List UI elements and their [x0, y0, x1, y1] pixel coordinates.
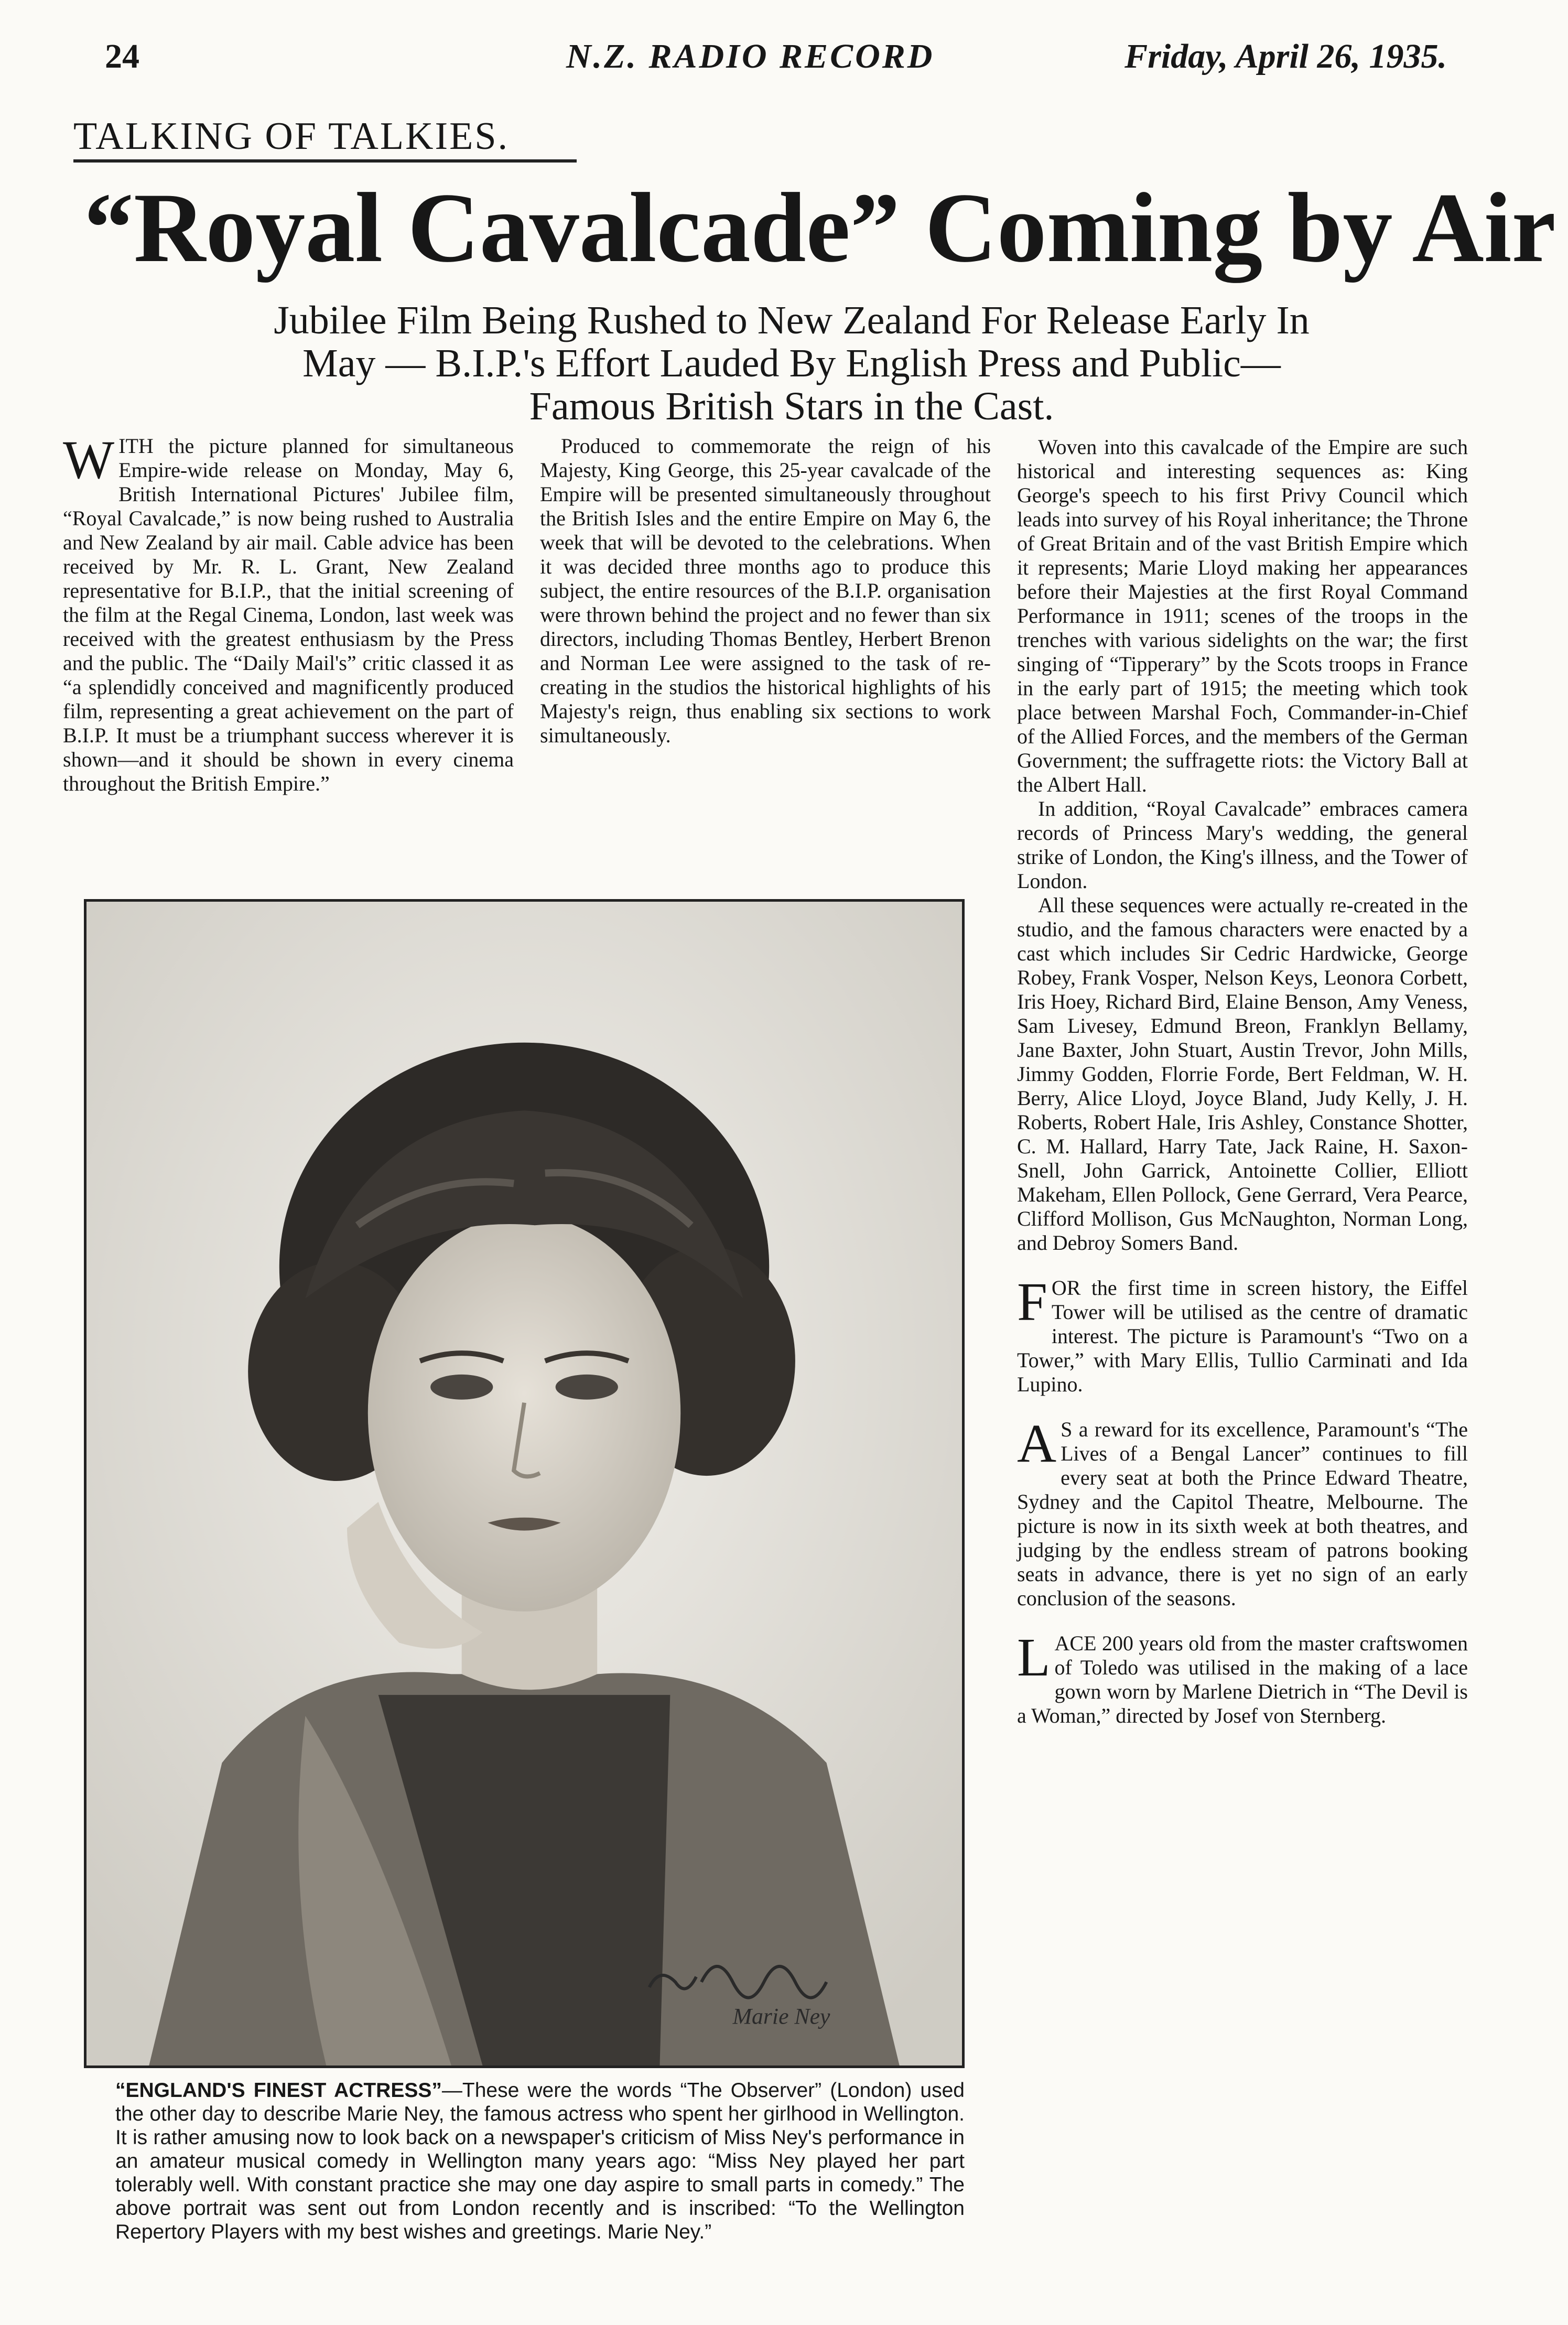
section-label: TALKING OF TALKIES. [73, 115, 577, 163]
subhead-line-2: May — B.I.P.'s Effort Lauded By English Press and Public— [302, 341, 1281, 385]
article-column-1 [63, 430, 514, 796]
article-paragraph-4: In addition, “Royal Cavalcade” embraces camera records of Princess Mary's wedding, the general strike of London, the King's illness, and the Tower of London. [1017, 797, 1468, 893]
item-dropcap: L [1017, 1627, 1051, 1688]
caption-lead: “ENGLAND'S FINEST ACTRESS” [115, 2079, 442, 2102]
article-dropcap: W [63, 430, 115, 490]
subheadline [126, 299, 1457, 428]
news-item-eiffel-tower [1017, 1272, 1468, 1397]
page-number: 24 [105, 37, 139, 75]
item-dropcap: F [1017, 1272, 1047, 1332]
item-text: OR the first time in screen history, the Eiffel Tower will be utilised as the centre of dramatic interest. The picture is Paramount's “Two on a Tower,” with Mary Ellis, Tullio Carminati and Ida Lupino. [1017, 1276, 1468, 1396]
article-paragraph-1 [63, 430, 514, 796]
article-paragraph-5: All these sequences were actually re-created in the studio, and the famous characters were enacted by a cast which includes Sir Cedric Hardwicke, George Robey, Frank Vosper, Nelson Keys, Leonora Corbett, Iris Hoey, Richard Bird, Elaine Benson, Amy Veness, Sam Livesey, Edmund Breon, Franklyn Bellamy, Jane Baxter, John Stuart, Austin Trevor, John Mills, Jimmy Godden, Florrie Forde, Bert Feldman, W. H. Berry, Alice Lloyd, Joyce Bland, Judy Kelly, J. H. Roberts, Robert Hale, Iris Ashley, Constance Shotter, C. M. Hallard, Harry Tate, Jack Raine, H. Saxon-Snell, John Garrick, Antoinette Collier, Elliott Makeham, Ellen Pollock, Gene Gerrard, Vera Pearce, Clifford Mollison, Gus McNaughton, Norman Long, and Debroy Somers Band. [1017, 893, 1468, 1255]
article-paragraph-3: Woven into this cavalcade of the Empire are such historical and interesting sequences as: King George's speech to his first Privy Council which leads into survey of his Royal inheritance; the Throne of Great Britain and of the vast British Empire which it represents; Marie Lloyd making her appearances before their Majesties at the first Royal Command Performance in 1911; scenes of the troops in the trenches with various sidelights on the war; the first singing of “Tipperary” by the Scots troops in France in the early part of 1915; the meeting which took place between Marshal Foch, Commander-in-Chief of the Allied Forces, and the members of the German Government; the suffragette riots: the Victory Ball at the Albert Hall. [1017, 435, 1468, 796]
news-item-lace-gown [1017, 1627, 1468, 1728]
article-column-3 [1017, 435, 1468, 1728]
portrait-illustration [86, 902, 962, 2066]
issue-date: Friday, April 26, 1935. [1124, 37, 1447, 75]
item-dropcap: A [1017, 1413, 1057, 1474]
photo-signature: Marie Ney [732, 2004, 830, 2029]
headline: “Royal Cavalcade” Coming by Air [84, 173, 1556, 283]
photo-caption [115, 2079, 965, 2244]
page-header [105, 37, 1447, 84]
article-column-2 [540, 434, 991, 748]
item-text: ACE 200 years old from the master craftswomen of Toledo was utilised in the making of a lace gown worn by Marlene Dietrich in “The Devil is a Woman,” directed by Josef von Sternberg. [1017, 1631, 1468, 1727]
article-paragraph-1-text: ITH the picture planned for simultaneous Empire-wide release on Monday, May 6, British International Pictures' Jubilee film, “Royal Cavalcade,” is now being rushed to Australia and New Zealand by air mail. Cable advice has been received by Mr. R. L. Grant, New Zealand representative for B.I.P., that the initial screening of the film at the Regal Cinema, London, last week was received with the greatest enthusiasm by the Press and the public. The “Daily Mail's” critic classed it as “a splendidly conceived and magnificently produced film, representing a great achievement on the part of B.I.P. It must be a triumphant success wherever it is shown—and it should be shown in every cinema throughout the British Empire.” [63, 434, 514, 795]
subhead-line-1: Jubilee Film Being Rushed to New Zealand For Release Early In [274, 298, 1310, 342]
caption-text: —These were the words “The Observer” (London) used the other day to describe Marie Ney, the famous actress who spent her girlhood in Wellington. It is rather amusing now to look back on a newspaper's criticism of Miss Ney's performance in an amateur musical comedy in Wellington many years ago: “Miss Ney played her part tolerably well. With constant practice she may one day aspire to small parts in comedy.” The above portrait was sent out from London recently and is inscribed: “To the Wellington Repertory Players with my best wishes and greetings. Marie Ney.” [115, 2079, 965, 2243]
news-item-bengal-lancer [1017, 1413, 1468, 1610]
article-paragraph-2: Produced to commemorate the reign of his Majesty, King George, this 25-year cavalcade of the Empire will be presented simultaneously throughout the British Isles and the entire Empire on May 6, the week that will be devoted to the celebrations. When it was decided three months ago to produce this subject, the entire resources of the B.I.P. organisation were thrown behind the project and no fewer than six directors, including Thomas Bentley, Herbert Brenon and Norman Lee were assigned to the task of re-creating in the studios the historical highlights of his Majesty's reign, thus enabling six sections to work simultaneously. [540, 434, 991, 747]
subhead-line-3: Famous British Stars in the Cast. [529, 384, 1054, 428]
publication-name: N.Z. RADIO RECORD [566, 37, 935, 75]
portrait-photo [84, 899, 965, 2068]
item-text: S a reward for its excellence, Paramount's “The Lives of a Bengal Lancer” continues to fill every seat at both the Prince Edward Theatre, Sydney and the Capitol Theatre, Melbourne. The picture is now in its sixth week at both theatres, and judging by the endless stream of patrons booking seats in advance, there is yet no sign of an early conclusion of the seasons. [1017, 1418, 1468, 1610]
